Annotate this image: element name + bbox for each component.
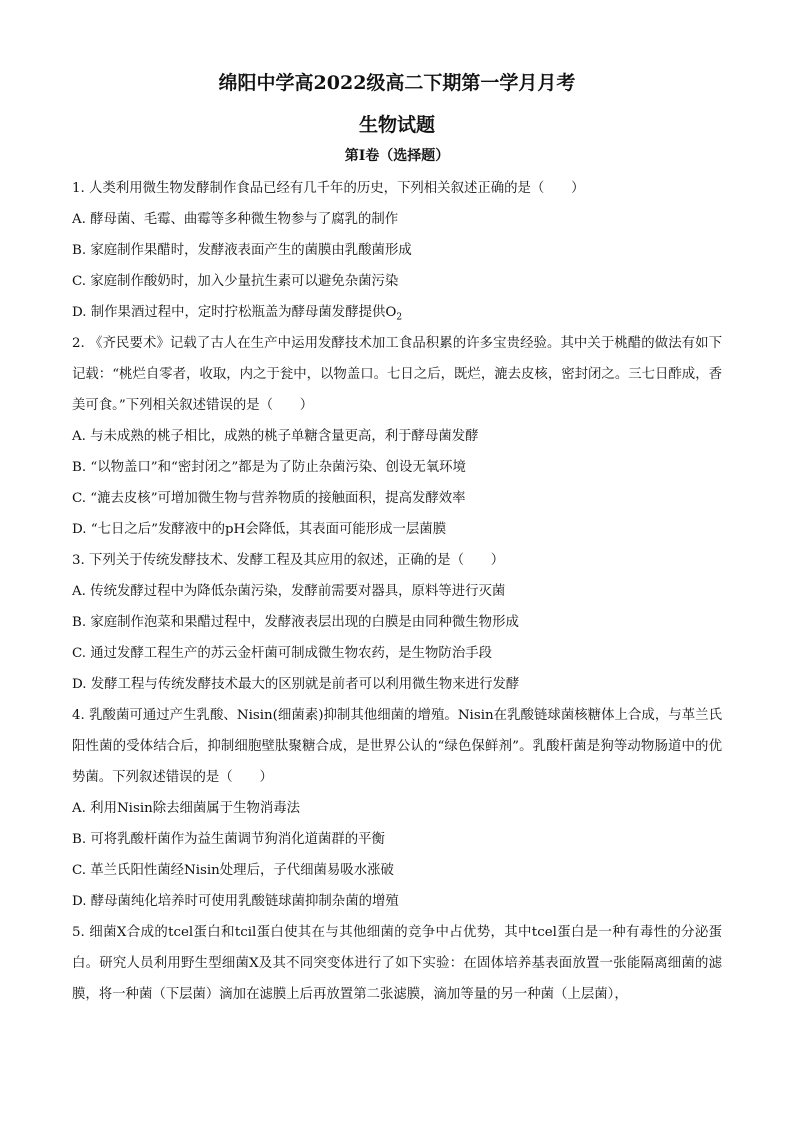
option-b: B. “以物盖口”和“密封闭之”都是为了防止杂菌污染、创设无氧环境	[72, 460, 466, 475]
subject-title: 生物试题	[358, 114, 435, 136]
question-5	[72, 917, 722, 1010]
option-c: C. 通过发酵工程生产的苏云金杆菌可制成微生物农药，是生物防治手段	[72, 646, 492, 661]
question-list	[72, 173, 722, 1010]
option-d	[72, 297, 722, 328]
option-c: C. 家庭制作酸奶时，加入少量抗生素可以避免杂菌污染	[72, 274, 399, 289]
question-stem: 3. 下列关于传统发酵技术、发酵工程及其应用的叙述，正确的是（ ）	[72, 553, 505, 568]
question-1	[72, 173, 722, 328]
option-d-text: D. 制作果酒过程中，定时拧松瓶盖为酵母菌发酵提供O	[72, 305, 397, 320]
option-c: C. 革兰氏阳性菌经Nisin处理后，子代细菌易吸水涨破	[72, 863, 394, 878]
question-3	[72, 545, 722, 700]
option-b: B. 可将乳酸杆菌作为益生菌调节狗消化道菌群的平衡	[72, 832, 385, 847]
exam-title: 绵阳中学高2022级高二下期第一学月月考	[218, 72, 576, 94]
option-a: A. 传统发酵过程中为降低杂菌污染，发酵前需要对器具，原料等进行灭菌	[72, 584, 506, 599]
option-b: B. 家庭制作果醋时，发酵液表面产生的菌膜由乳酸菌形成	[72, 243, 412, 258]
question-2	[72, 328, 722, 545]
question-stem: 5. 细菌X合成的tcel蛋白和tcil蛋白使其在与其他细菌的竞争中占优势，其中tcel蛋白是一种有毒性的分泌蛋白。研究人员利用野生型细菌X及其不同突变体进行了如下实验：在固体培养基表面放置一张能隔离细菌的滤膜，将一种菌（下层菌）滴加在滤膜上后再放置第二张滤膜，滴加等量的另一种菌（上层菌），	[72, 925, 722, 1002]
option-a: A. 利用Nisin除去细菌属于生物消毒法	[72, 801, 301, 816]
oxygen-subscript: 2	[396, 312, 403, 323]
option-a: A. 与未成熟的桃子相比，成熟的桃子单糖含量更高，利于酵母菌发酵	[72, 429, 479, 444]
question-stem: 4. 乳酸菌可通过产生乳酸、Nisin(细菌素)抑制其他细菌的增殖。Nisin在乳酸链球菌核糖体上合成，与革兰氏阳性菌的受体结合后，抑制细胞壁肽聚糖合成，是世界公认的“绿色保鲜剂”。乳酸杆菌是狗等动物肠道中的优势菌。下列叙述错误的是（ ）	[72, 708, 722, 785]
option-c: C. “漉去皮核”可增加微生物与营养物质的接触面积，提高发酵效率	[72, 491, 466, 506]
question-4	[72, 700, 722, 917]
section-title: 第Ⅰ卷（选择题）	[344, 148, 450, 164]
option-b: B. 家庭制作泡菜和果醋过程中，发酵液表层出现的白膜是由同种微生物形成	[72, 615, 519, 630]
option-a: A. 酵母菌、毛霉、曲霉等多种微生物参与了腐乳的制作	[72, 212, 399, 227]
question-stem: 2. 《齐民要术》记载了古人在生产中运用发酵技术加工食品积累的许多宝贵经验。其中关于桃醋的做法有如下记载：“桃烂自零者，收取，内之于瓮中，以物盖口。七日之后，既烂，漉去皮核，密封闭之。三七日酢成，香美可食。”下列相关叙述错误的是（ ）	[72, 336, 722, 413]
option-d: D. 酵母菌纯化培养时可使用乳酸链球菌抑制杂菌的增殖	[72, 894, 399, 909]
question-stem: 1. 人类利用微生物发酵制作食品已经有几千年的历史，下列相关叙述正确的是（ ）	[72, 181, 585, 196]
option-d: D. 发酵工程与传统发酵技术最大的区别就是前者可以利用微生物来进行发酵	[72, 677, 520, 692]
option-d: D. “七日之后”发酵液中的pH会降低，其表面可能形成一层菌膜	[72, 522, 447, 537]
